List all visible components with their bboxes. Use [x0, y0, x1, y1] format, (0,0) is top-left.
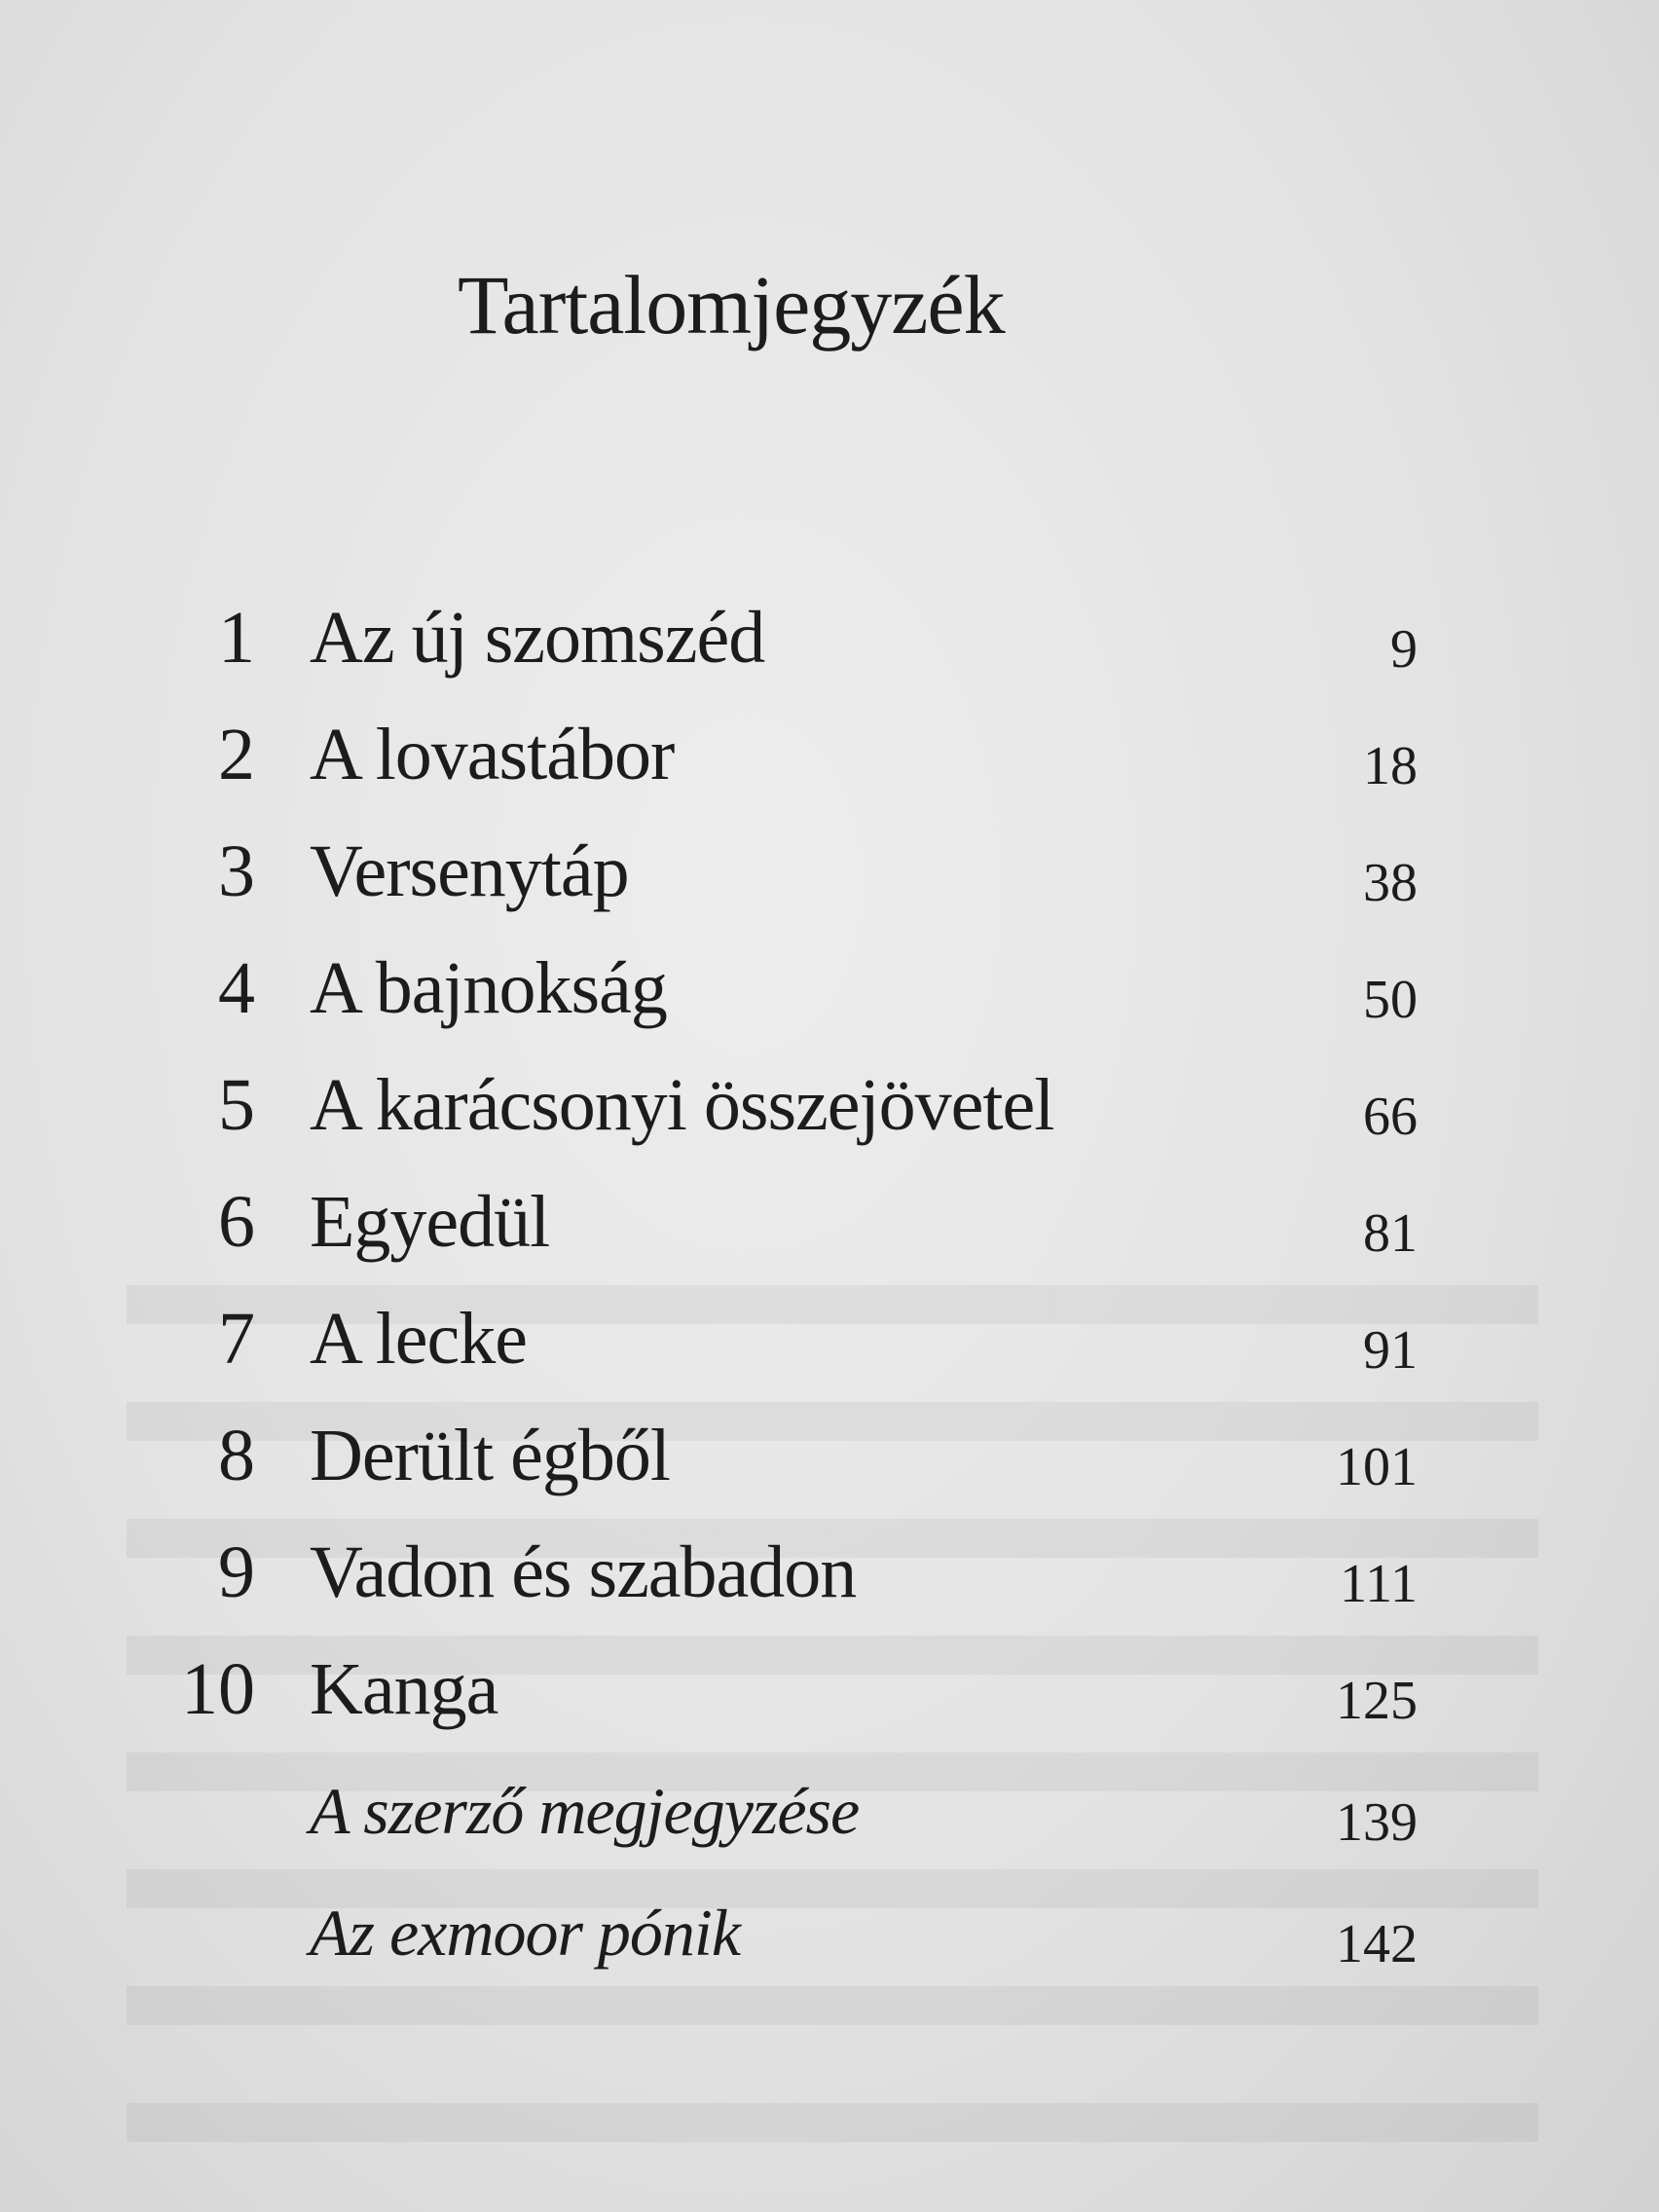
- page-number: 101: [1336, 1437, 1418, 1497]
- page-number: 111: [1340, 1554, 1418, 1614]
- toc-entry: [0, 1879, 1659, 1986]
- chapter-number: 4: [218, 947, 255, 1029]
- toc-entry: [0, 1636, 1659, 1743]
- chapter-title: A lecke: [310, 1298, 528, 1380]
- chapter-title: A lovastábor: [310, 714, 675, 795]
- page-number: 9: [1390, 619, 1418, 680]
- chapter-title: Kanga: [310, 1648, 498, 1730]
- page-number: 66: [1363, 1087, 1418, 1147]
- page-title: Tartalomjegyzék: [458, 257, 1005, 351]
- chapter-number: 7: [218, 1298, 255, 1380]
- toc-entry: [0, 584, 1659, 691]
- page-number: 81: [1363, 1203, 1418, 1264]
- section-title: Az exmoor pónik: [310, 1896, 741, 1970]
- section-title: A szerző megjegyzése: [310, 1774, 860, 1848]
- page-number: 142: [1336, 1914, 1418, 1974]
- toc-entry: [0, 818, 1659, 925]
- chapter-number: 10: [181, 1648, 255, 1730]
- chapter-number: 1: [218, 597, 255, 679]
- chapter-title: A bajnokság: [310, 947, 667, 1029]
- toc-entry: [0, 1757, 1659, 1864]
- page-number: 91: [1363, 1320, 1418, 1381]
- page-number: 38: [1363, 853, 1418, 913]
- chapter-number: 9: [218, 1531, 255, 1613]
- chapter-number: 6: [218, 1181, 255, 1263]
- page-number: 139: [1336, 1792, 1418, 1853]
- toc-entry: [0, 701, 1659, 808]
- chapter-number: 2: [218, 714, 255, 795]
- toc-entry: [0, 1168, 1659, 1275]
- toc-entry: [0, 1051, 1659, 1159]
- page-number: 125: [1336, 1671, 1418, 1731]
- chapter-title: A karácsonyi összejövetel: [310, 1064, 1054, 1146]
- chapter-title: Az új szomszéd: [310, 597, 765, 679]
- chapter-title: Derült égből: [310, 1415, 671, 1496]
- toc-entry: [0, 935, 1659, 1042]
- toc-entry: [0, 1519, 1659, 1626]
- chapter-title: Versenytáp: [310, 830, 629, 912]
- page-number: 50: [1363, 970, 1418, 1030]
- chapter-number: 5: [218, 1064, 255, 1146]
- chapter-title: Vadon és szabadon: [310, 1531, 857, 1613]
- toc-entry: [0, 1285, 1659, 1392]
- chapter-title: Egyedül: [310, 1181, 550, 1263]
- chapter-number: 8: [218, 1415, 255, 1496]
- chapter-number: 3: [218, 830, 255, 912]
- toc-entry: [0, 1402, 1659, 1509]
- page-number: 18: [1363, 736, 1418, 796]
